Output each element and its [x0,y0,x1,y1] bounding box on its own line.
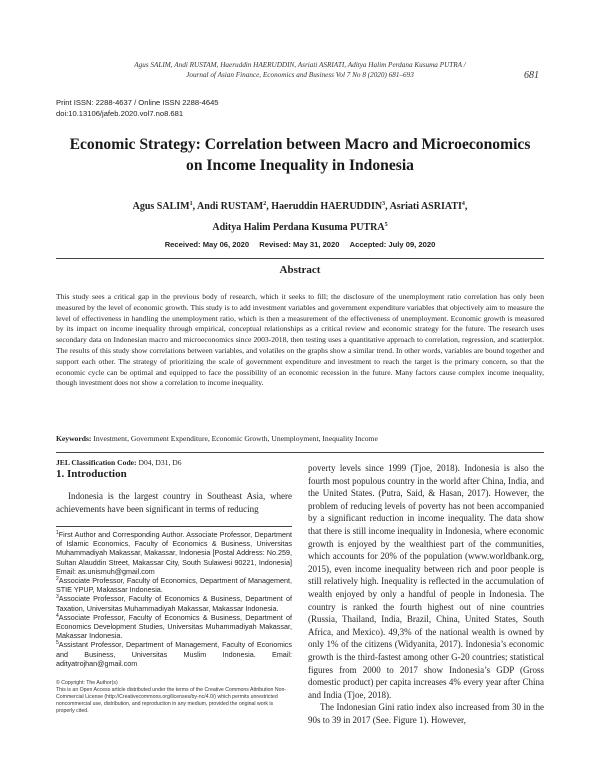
abstract-body: This study sees a critical gap in the previous body of research, which it seeks to fill; the disclosure of the unemployment ratio correlation has only been measured by the level of economic growth. This study is to add investment variables and government expenditure variables that objectively aim to measure the level of effectiveness in handling the unemployment ratio, which is then a measurement of the effectiveness of unemployment. Economic growth is measured by its impact on income inequality through empirical, conceptual relationships as a critical review and economic strategy for the future. The research uses secondary data on Indonesian macro and microeconomics since 2003-2018, then testing uses a quantitative approach to correlation, regression, and scatterplot. The results of this study show correlations between variables, and volatiles on the graphs show a similar trend. In other words, variables are bound together and support each other. The strategy of prioritizing the scale of government expenditure and investment to reach the target is the primary concern, so that the economic cycle can be optimal and equipped to face the possibility of an economic recession in the future. Many factors cause complex income inequality, though investment does not show a correlation to income inequality. [56,292,544,388]
author-name: Asriati ASRIATI [389,201,462,212]
intro-paragraph-col1: Indonesia is the largest country in Southeast Asia, where achievements have been significant in terms of reducing [56,491,292,514]
intro-column-2 [308,462,544,726]
intro-paragraph: The Indonesian Gini ratio index also increased from 30 in the 90s to 39 in 2017 (See. Figure 1). However, [308,702,544,725]
footnote [56,530,292,576]
issn-line: Print ISSN: 2288-4637 / Online ISSN 2288-4645 [56,98,219,107]
license-text: This is an Open Access article distributed under the terms of the Creative Commons Attribution Non-Commercial License (http://Creativecommons.org/licenses/by-nc/4.0/) which permits unrestricted noncommercial use, distribution, and reproduction in any medium, provided the original work is properly cited. [56,686,287,714]
footnote-text: Associate Professor, Faculty of Economics & Business, Department of Economics Development Studies, Universitas Muhammadiyah Makassar, Makassar Indonesia. [56,612,292,641]
footnote-text: Associate Professor, Faculty of Economics & Business, Department of Taxation, Universitas Muhammadiyah Makassar, Makassar Indonesia. [56,594,292,613]
keywords-text: Investment, Government Expenditure, Economic Growth, Unemployment, Inequality Income [93,434,378,443]
footnote-mark: 3 [56,594,59,601]
author-line1: Agus SALIM$^1$, Andi RUSTAM$^2$, Haeruddin HAERUDDIN$^3$, Asriati ASRIATI$^4$, [132,201,468,212]
author-name: Andi RUSTAM [197,201,264,212]
footnote [56,613,292,641]
footnote-mark: 5 [56,640,59,647]
running-header-journal: Journal of Asian Finance, Economics and Business Vol 7 No 8 (2020) 681–693 [186,71,414,79]
revised-date: Revised: May 31, 2020 [259,240,340,249]
doi-line: doi:10.13106/jafeb.2020.vol7.no8.681 [56,108,184,118]
author-affiliation-mark: 3 [382,201,386,207]
accepted-date: Accepted: July 09, 2020 [349,240,436,249]
received-date: Received: May 06, 2020 [164,240,250,249]
paper-title-line2: on Income Inequality in Indonesia [186,157,414,174]
submission-dates [40,240,560,249]
abstract-heading: Abstract [279,264,321,276]
divider-top [56,258,544,259]
journal-identifiers [56,98,219,119]
footnote [56,594,292,612]
author-affiliation-mark: 5 [384,222,388,228]
copyright-line: © Copyright: The Author(s) [56,680,118,686]
footnote [56,640,292,668]
keywords-label: Keywords: [56,434,92,443]
author-affiliation-mark: 2 [263,201,267,207]
copyright-notice [56,680,292,715]
footnote-text: Associate Professor, Faculty of Economics, Department of Management, STIE YPUP, Makassar Indonesia. [56,576,292,595]
author-name: Agus SALIM [132,201,190,212]
author-name: Haeruddin HAERUDDIN [271,201,383,212]
jel-codes: D04, D31, D6 [138,458,182,467]
divider-bottom [56,452,544,453]
author-list [40,196,560,238]
author-line2 [40,217,560,238]
footnote-mark: 4 [56,612,59,619]
author-affiliation-mark: 4 [461,201,465,207]
footnote-divider [56,526,292,527]
footnote [56,576,292,594]
paper-title-line1: Economic Strategy: Correlation between Macro and Microeconomics [69,136,531,153]
page-number: 681 [524,70,539,81]
jel-label: JEL Classification Code: [56,458,137,467]
keywords [56,434,544,443]
section-heading-introduction: 1. Introduction [56,468,127,480]
footnote-mark: 2 [56,576,59,583]
footnote-text: Assistant Professor, Department of Management, Faculty of Economics and Business, Universitas Muslim Indonesia. Email: adityatrojhan@gmail.com [56,640,292,668]
footnote-text: First Author and Corresponding Author. Associate Professor, Department of Islamic Economics, Faculty of Economics & Business, Universitas Muhammadiyah Makassar, Makassar, Indonesia [Postal Address: No.259, Sultan Alauddin Street, Makassar City, South Sulawesi 90221, Indonesia] Email: as.unismuh@gmail.com [56,530,292,576]
intro-paragraph: poverty levels since 1999 (Tjoe, 2018). Indonesia is also the fourth most populous country in the world after China, India, and the United States. (Putra, Said, & Hasan, 2017). However, the problem of reducing levels of poverty has not been accompanied by a significant reduction in income inequality. The data show that there is still income inequality in Indonesia, where economic growth is enjoyed by the wealthiest part of the communities, which accounts for 20% of the population (www.worldbank.org, 2015), even income inequality between rich and poor people is still relatively high. Inequality is reflected in the accumulation of wealth enjoyed by only a handful of people in Indonesia. The country is ranked the fourth highest out of nine countries (Russia, Thailand, India, Brazil, China, United States, South Africa, and Mexico). 49,3% of the national wealth is owned by only 1% of the citizens (Widyanita, 2017). Indonesia’s economic growth is the third-fastest among other G-20 countries; statistical figures from 2000 to 2017 show Indonesia’s GDP (Gross domestic product) per capita increases 4% every year after China and India (Tjoe, 2018). [308,463,544,700]
paper-title [40,134,560,176]
author-affiliation-mark: 1 [189,201,193,207]
author-name: Aditya Halim Perdana Kusuma PUTRA [212,222,385,233]
running-header-authors: Agus SALIM, Andi RUSTAM, Haeruddin HAERUDDIN, Asriati ASRIATI, Aditya Halim Perdana Kusuma PUTRA / [134,61,466,69]
running-header [40,60,560,80]
footnote-mark: 1 [56,530,59,536]
footnotes [56,530,292,668]
